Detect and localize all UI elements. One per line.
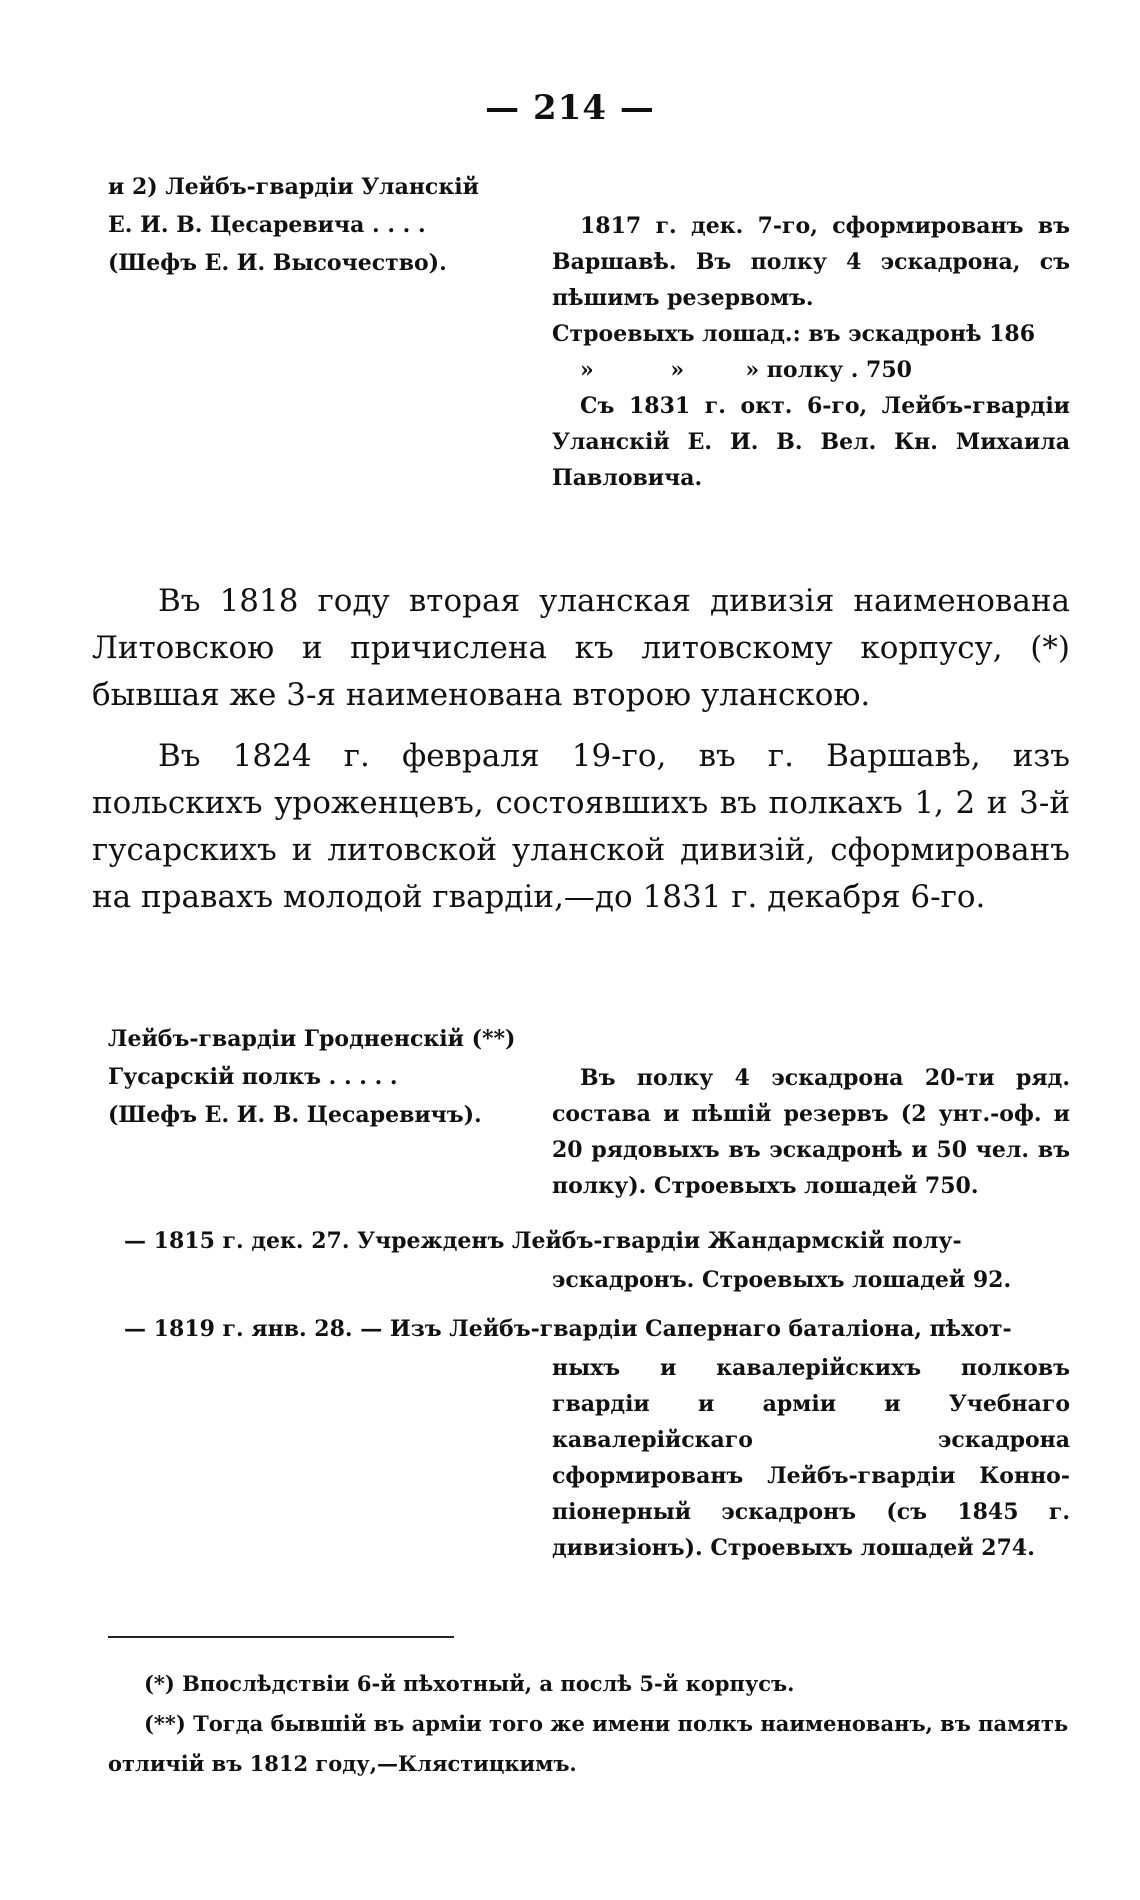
main-body-text — [92, 578, 1070, 935]
ulan-title-line-2: Е. И. В. Цесаревича . . . . — [108, 212, 426, 238]
ulan-horses-squadron: Строевыхъ лошад.: въ эскадронѣ 186 — [552, 321, 1036, 347]
ulan-title-line-3: (Шефъ Е. И. Высочество). — [108, 250, 447, 276]
gendarme-entry-cont: эскадронъ. Строевыхъ лошадей 92. — [552, 1267, 1012, 1293]
ulan-regiment-title — [108, 168, 479, 282]
ulan-title-line-1: и 2) Лейбъ-гвардіи Уланскій — [108, 174, 479, 200]
hussar-title-line-2: Гусарскій полкъ . . . . . — [108, 1064, 398, 1090]
body-paragraph-2: Въ 1824 г. февраля 19-го, въ г. Варшавѣ, изъ польскихъ уроженцевъ, состоявшихъ въ полкахъ 1, 2 и 3-й гусарскихъ и литовской уланской дивизій, сформированъ на правахъ молодой гвардіи,—до 1831 г. декабря 6-го. — [92, 738, 1070, 915]
ulan-renaming-text: Съ 1831 г. окт. 6-го, Лейбъ-гвардіи Уланскій Е. И. В. Вел. Кн. Михаила Павловича. — [552, 393, 1070, 491]
gendarme-entry-lead: — 1815 г. дек. 27. Учрежденъ Лейбъ-гвардіи Жандармскій полу- — [124, 1228, 962, 1254]
footnote-divider — [108, 1636, 454, 1638]
body-paragraph-1: Въ 1818 году вторая уланская дивизія наименована Литовскою и причислена къ литовскому корпусу, (*) бывшая же 3-я наименована второю уланскою. — [92, 583, 1070, 713]
pioneer-entry-lead: — 1819 г. янв. 28. — Изъ Лейбъ-гвардіи Сапернаго баталіона, пѣхот- — [124, 1316, 1012, 1342]
hussar-title-line-1: Лейбъ-гвардіи Гродненскій (**) — [108, 1026, 516, 1052]
ulan-horses-regiment: » » » полку . 750 — [580, 357, 912, 383]
pioneer-entry-cont: ныхъ и кавалерійскихъ полковъ гвардіи и арміи и Учебнаго кавалерійскаго эскадрона сформированъ Лейбъ-гвардіи Конно-піонерный эскадронъ (съ 1845 г. дивизіонъ). Строевыхъ лошадей 274. — [552, 1355, 1070, 1561]
hussar-title-line-3: (Шефъ Е. И. В. Цесаревичъ). — [108, 1102, 482, 1128]
ulan-formation-text: 1817 г. дек. 7-го, сформированъ въ Варшавѣ. Въ полку 4 эскадрона, съ пѣшимъ резервомъ. — [552, 213, 1070, 311]
hussar-regiment-details — [552, 1060, 1070, 1204]
page-number: — 214 — — [485, 88, 655, 128]
footnotes — [108, 1664, 1070, 1784]
hussar-regiment-title — [108, 1020, 515, 1134]
hussar-composition-text: Въ полку 4 эскадрона 20-ти ряд. состава и пѣшій резервъ (2 унт.-оф. и 20 рядовыхъ въ эскадронѣ и 50 чел. въ полку). Строевыхъ лошадей 750. — [552, 1065, 1070, 1199]
ulan-regiment-details — [552, 208, 1070, 496]
footnote-2: (**) Тогда бывшій въ арміи того же имени полкъ наименованъ, въ память отличій въ 1812 году,—Клястицкимъ. — [108, 1711, 1069, 1776]
footnote-1: (*) Впослѣдствіи 6-й пѣхотный, а послѣ 5-й корпусъ. — [144, 1671, 795, 1696]
